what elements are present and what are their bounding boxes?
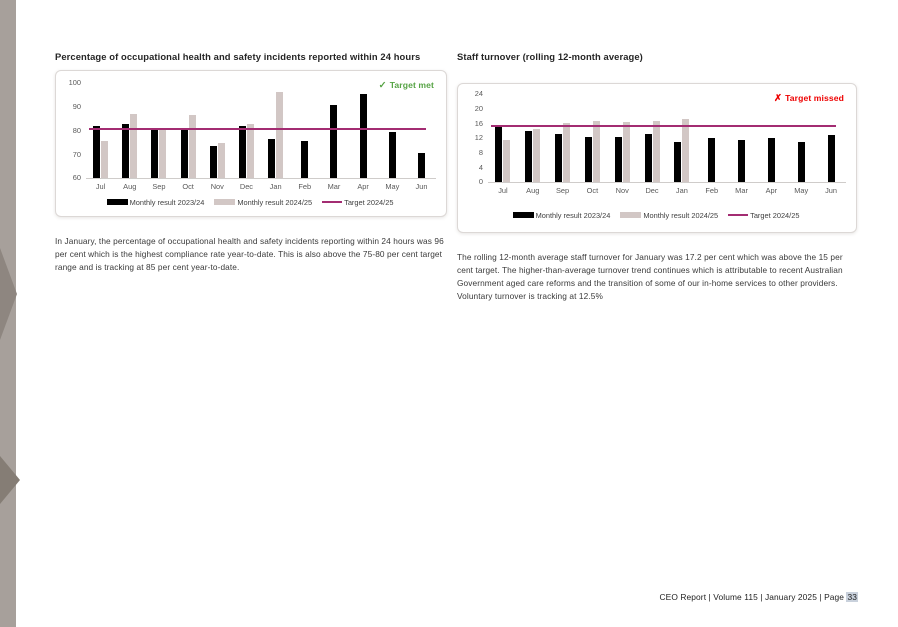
- bar-2023-24-aug: [122, 124, 129, 177]
- x-tick-label: Aug: [123, 181, 137, 191]
- x-tick-label: Mar: [735, 185, 748, 195]
- bar-2024-25-sep: [159, 128, 166, 178]
- page-number: 33: [847, 592, 857, 602]
- x-tick-label: Oct: [182, 181, 194, 191]
- bar-2023-24-dec: [645, 134, 652, 182]
- x-tick-label: Jul: [95, 181, 106, 191]
- decoration-chevron-lower-icon: [0, 456, 20, 504]
- y-tick-label: 0: [478, 177, 483, 187]
- cross-icon: ✗: [774, 92, 783, 104]
- legend-label: Monthly result 2024/25: [643, 210, 719, 220]
- bar-2024-25-dec: [653, 121, 660, 182]
- bar-2023-24-sep: [151, 128, 158, 178]
- y-tick-label: 20: [474, 104, 483, 114]
- bar-2023-24-apr: [360, 94, 367, 178]
- legend-label: Monthly result 2024/25: [237, 197, 313, 207]
- bar-2023-24-apr: [768, 138, 775, 182]
- y-tick-label: 8: [478, 148, 483, 158]
- bar-group-oct: [174, 83, 203, 178]
- bar-2024-25-nov: [218, 143, 225, 177]
- bar-group-sep: [144, 83, 173, 178]
- y-tick-label: 12: [474, 133, 483, 143]
- status-label: Target missed: [785, 92, 844, 103]
- y-tick-label: 70: [72, 149, 81, 159]
- x-tick-label: Mar: [327, 181, 341, 191]
- decoration-chevron-upper-icon: [0, 248, 17, 340]
- y-tick-label: 100: [68, 78, 81, 88]
- plot-area: [86, 83, 436, 179]
- x-tick-label: Apr: [357, 181, 369, 191]
- bar-2023-24-feb: [301, 141, 308, 178]
- ohs-commentary: In January, the percentage of occupational health and safety incidents reporting within 24 hours was 96 per cent which is the highest compliance rate year-to-date. This is also above the 75-80 per cent target range and is tracking at 85 per cent year-to-date.: [55, 235, 444, 273]
- x-tick-label: Sep: [555, 185, 570, 195]
- y-tick-label: 4: [478, 162, 483, 172]
- x-tick-label: Oct: [586, 185, 599, 195]
- legend-label: Monthly result 2023/24: [535, 210, 611, 220]
- bar-group-aug: [518, 94, 548, 182]
- x-tick-label: Nov: [210, 181, 224, 191]
- bar-group-may: [786, 94, 816, 182]
- bar-group-mar: [319, 83, 348, 178]
- bar-group-dec: [232, 83, 261, 178]
- bar-group-jan: [261, 83, 290, 178]
- y-tick-label: 24: [474, 89, 483, 99]
- bar-2023-24-jul: [93, 126, 100, 178]
- staff-turnover-commentary: The rolling 12-month average staff turnover for January was 17.2 per cent which was above the 15 per cent target. The higher-than-average turnover trend continues which is attributable to recent Australian Government aged care reforms and the transition of some of our in-home services to other providers. Voluntary turnover is tracking at 12.5%: [457, 251, 843, 302]
- bar-group-oct: [577, 94, 607, 182]
- staff-turnover-chart-title: Staff turnover (rolling 12-month average): [457, 51, 643, 62]
- bar-group-aug: [115, 83, 144, 178]
- bar-2023-24-may: [389, 132, 396, 178]
- x-tick-label: Jun: [415, 181, 428, 191]
- bar-group-jul: [488, 94, 518, 182]
- x-axis-labels: [86, 182, 436, 191]
- bar-2023-24-nov: [615, 137, 622, 182]
- legend-swatch-icon: [107, 199, 128, 205]
- bar-2023-24-jun: [418, 153, 425, 178]
- bar-2023-24-jul: [495, 126, 502, 182]
- plot-area-row: [64, 78, 436, 183]
- ohs-chart-title: Percentage of occupational health and safety incidents reported within 24 hours: [55, 51, 421, 62]
- bar-group-nov: [607, 94, 637, 182]
- bar-group-feb: [697, 94, 727, 182]
- x-tick-label: Jan: [675, 185, 688, 195]
- status-label: Target met: [389, 79, 434, 90]
- staff-turnover-chart: [457, 83, 857, 233]
- bar-2023-24-jan: [268, 139, 275, 178]
- x-tick-label: Apr: [765, 185, 778, 195]
- x-tick-label: Sep: [152, 181, 166, 191]
- bar-2023-24-jun: [828, 135, 835, 182]
- x-tick-label: Jan: [269, 181, 282, 191]
- bar-2023-24-nov: [210, 146, 217, 178]
- x-tick-label: May: [794, 185, 809, 195]
- target-line: [491, 125, 836, 127]
- bar-2024-25-jul: [101, 141, 108, 178]
- bar-2023-24-jan: [674, 142, 681, 182]
- y-tick-label: 16: [474, 118, 483, 128]
- bar-2024-25-jan: [276, 92, 283, 178]
- legend-swatch-icon: [214, 199, 235, 205]
- bar-2023-24-feb: [708, 138, 715, 182]
- bar-group-apr: [349, 83, 378, 178]
- bar-2024-25-oct: [189, 115, 196, 178]
- legend-item-target: [322, 198, 393, 207]
- staff-turnover-section: [457, 48, 857, 303]
- x-tick-label: Jul: [498, 185, 508, 195]
- y-axis: [64, 78, 86, 183]
- bar-group-sep: [548, 94, 578, 182]
- bar-group-dec: [637, 94, 667, 182]
- legend-label: Target 2024/25: [750, 210, 800, 220]
- x-tick-label: Jun: [825, 185, 837, 195]
- x-tick-label: Aug: [526, 185, 540, 195]
- bar-group-jun: [816, 94, 846, 182]
- legend-line-icon: [728, 214, 748, 216]
- y-tick-label: 80: [72, 125, 81, 135]
- x-tick-label: Feb: [298, 181, 312, 191]
- bar-2024-25-jul: [503, 140, 510, 182]
- bar-group-jul: [86, 83, 115, 178]
- check-icon: ✓: [378, 79, 387, 91]
- y-tick-label: 90: [72, 102, 81, 112]
- bar-groups: [86, 83, 436, 178]
- chart-legend: [64, 198, 436, 207]
- legend-item-2023-24: [513, 211, 611, 220]
- legend-label: Target 2024/25: [344, 197, 394, 207]
- y-tick-label: 60: [72, 173, 81, 183]
- legend-item-2023-24: [107, 198, 205, 207]
- bar-2024-25-jan: [682, 119, 689, 182]
- bar-group-jun: [407, 83, 436, 178]
- legend-item-2024-25: [214, 198, 312, 207]
- x-axis-labels: [488, 186, 846, 195]
- bar-2023-24-may: [798, 142, 805, 182]
- x-tick-label: Dec: [239, 181, 254, 191]
- ohs-chart: [55, 70, 447, 217]
- bar-2024-25-aug: [533, 129, 540, 182]
- plot-area: [488, 94, 846, 183]
- bar-group-nov: [203, 83, 232, 178]
- left-decoration-strip: [0, 0, 16, 627]
- bar-2023-24-oct: [585, 137, 592, 182]
- bar-2023-24-mar: [738, 140, 745, 182]
- bar-2024-25-oct: [593, 121, 600, 182]
- bar-group-mar: [727, 94, 757, 182]
- legend-item-target: [728, 211, 799, 220]
- bar-2023-24-dec: [239, 126, 246, 178]
- bar-group-feb: [290, 83, 319, 178]
- bar-2024-25-sep: [563, 123, 570, 182]
- bar-2023-24-mar: [330, 105, 337, 177]
- bar-2023-24-aug: [525, 131, 532, 182]
- legend-swatch-icon: [620, 212, 641, 218]
- x-tick-label: Dec: [645, 185, 659, 195]
- chart-legend: [466, 211, 846, 220]
- page-footer: [660, 592, 858, 602]
- footer-text: CEO Report | Volume 115 | January 2025 | Page: [659, 592, 845, 602]
- legend-item-2024-25: [620, 211, 718, 220]
- bar-group-may: [378, 83, 407, 178]
- bar-2024-25-nov: [623, 122, 630, 181]
- target-line: [89, 128, 426, 130]
- legend-swatch-icon: [513, 212, 534, 218]
- legend-label: Monthly result 2023/24: [129, 197, 205, 207]
- x-tick-label: May: [385, 181, 400, 191]
- bar-2024-25-dec: [247, 124, 254, 177]
- x-tick-label: Feb: [705, 185, 719, 195]
- plot-area-row: [466, 89, 846, 187]
- bar-group-jan: [667, 94, 697, 182]
- bar-groups: [488, 94, 846, 182]
- x-tick-label: Nov: [615, 185, 629, 195]
- bar-2023-24-oct: [181, 128, 188, 178]
- ohs-section: [55, 48, 447, 274]
- y-axis: [466, 89, 488, 187]
- bar-group-apr: [756, 94, 786, 182]
- bar-2024-25-aug: [130, 114, 137, 178]
- legend-line-icon: [322, 201, 342, 203]
- bar-2023-24-sep: [555, 134, 562, 182]
